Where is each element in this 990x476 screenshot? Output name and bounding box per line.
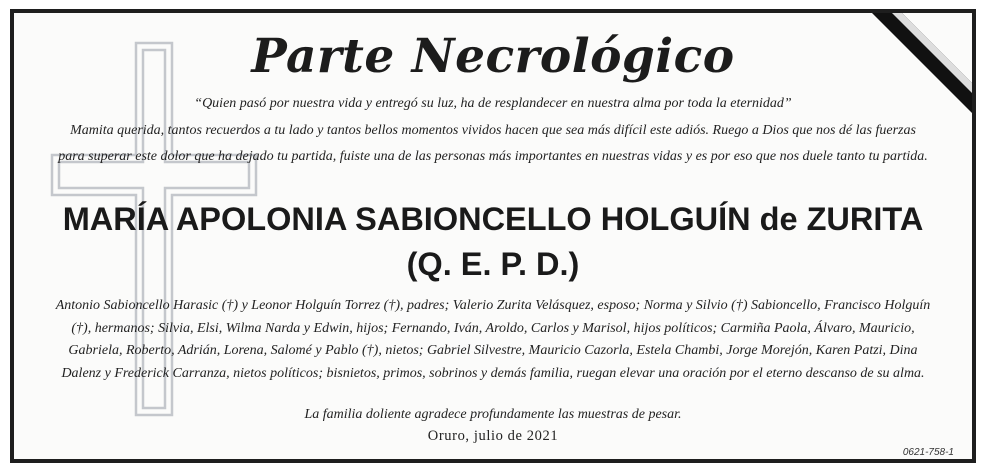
epitaph-quote: “Quien pasó por nuestra vida y entregó su luz, ha de resplandecer en nuestra alma por toda la eternidad” — [194, 96, 792, 111]
qepd-label: (Q. E. P. D.) — [406, 246, 580, 282]
deceased-name: MARÍA APOLONIA SABIONCELLO HOLGUÍN de ZURITA — [62, 201, 924, 237]
intro-message: Mamita querida, tantos recuerdos a tu lado y tantos bellos momentos vividos hacen que sea más difícil este adiós. Ruego a Dios que nos dé las fuerzas para superar este dolor que ha dejado tu partida, fuiste una de las personas más importantes en nuestras vidas y es por eso que nos duele tanto tu partida. — [58, 123, 928, 164]
reference-code: 0621-758-1 — [902, 447, 954, 458]
obituary-frame — [10, 9, 976, 463]
place-date: Oruro, julio de 2021 — [427, 428, 559, 444]
thanks-line: La familia doliente agradece profundamente las muestras de pesar. — [304, 407, 682, 422]
family-list: Antonio Sabioncello Harasic (†) y Leonor Holguín Torrez (†), padres; Valerio Zurita Velásquez, esposo; Norma y Silvio (†) Sabioncello, Francisco Holguín (†), hermanos; Silvia, Elsi, Wilma Narda y Edwin, hijos; Fernando, Iván, Aroldo, Carlos y Marisol, hijos políticos; Carmiña Paola, Álvaro, Mauricio, Gabriela, Roberto, Adrián, Lorena, Salomé y Pablo (†), nietos; Gabriel Silvestre, Mauricio Cazorla, Estela Chambi, Jorge Morejón, Karen Patzi, Dina Dalenz y Frederick Carranza, nietos políticos; bisnietos, primos, sobrinos y demás familia, ruegan elevar una oración por el eterno descanso de su alma. — [55, 298, 931, 381]
page-title: Parte Necrológico — [251, 29, 735, 84]
